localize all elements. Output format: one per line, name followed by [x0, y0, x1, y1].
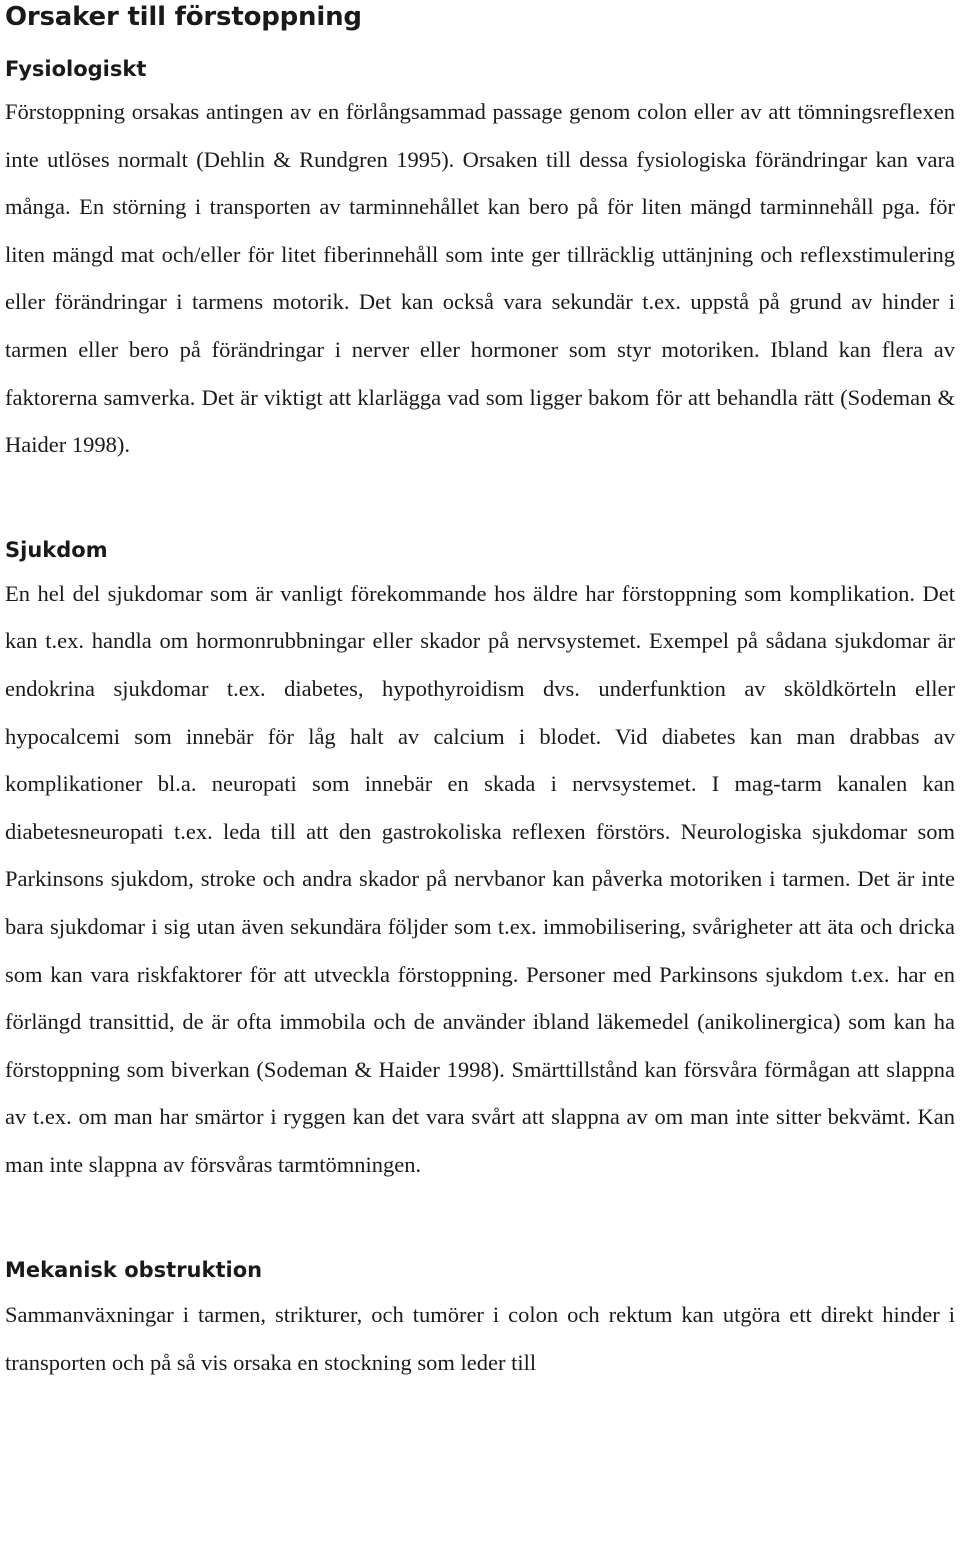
page-title: Orsaker till förstoppning: [5, 2, 362, 32]
section-body-fysiologiskt: Förstoppning orsakas antingen av en förlångsammad passage genom colon eller av att tömningsreflexen inte utlöses normalt (Dehlin & Rundgren 1995). Orsaken till dessa fysiologiska förändringar kan vara många. En störning i transporten av tarminnehållet kan bero på för liten mängd tarminnehåll pga. för liten mängd mat och/eller för litet fiberinnehåll som inte ger tillräcklig uttänjning och reflexstimulering eller förändringar i tarmens motorik. Det kan också vara sekundär t.ex. uppstå på grund av hinder i tarmen eller bero på förändringar i nerver eller hormoner som styr motoriken. Ibland kan flera av faktorerna samverka. Det är viktigt att klarlägga vad som ligger bakom för att behandla rätt (Sodeman & Haider 1998).: [5, 99, 955, 458]
section-heading-fysiologiskt: Fysiologiskt: [5, 57, 147, 81]
section-body-mekanisk-obstruktion: Sammanväxningar i tarmen, strikturer, och tumörer i colon och rektum kan utgöra ett direkt hinder i transporten och på så vis orsaka en stockning som leder till: [5, 1302, 955, 1376]
section-heading-sjukdom: Sjukdom: [5, 537, 108, 562]
section-heading-mekanisk-obstruktion: Mekanisk obstruktion: [5, 1258, 263, 1283]
section-body-sjukdom: En hel del sjukdomar som är vanligt förekommande hos äldre har förstoppning som komplikation. Det kan t.ex. handla om hormonrubbningar eller skador på nervsystemet. Exempel på sådana sjukdomar är endokrina sjukdomar t.ex. diabetes, hypothyroidism dvs. underfunktion av sköldkörteln eller hypocalcemi som innebär för låg halt av calcium i blodet. Vid diabetes kan man drabbas av komplikationer bl.a. neuropati som innebär en skada i nervsystemet. I mag-tarm kanalen kan diabetesneuropati t.ex. leda till att den gastrokoliska reflexen förstörs. Neurologiska sjukdomar som Parkinsons sjukdom, stroke och andra skador på nervbanor kan påverka motoriken i tarmen. Det är inte bara sjukdomar i sig utan även sekundära följder som t.ex. immobilisering, svårigheter att äta och dricka som kan vara riskfaktorer för att utveckla förstoppning. Personer med Parkinsons sjukdom t.ex. har en förlängd transittid, de är ofta immobila och de använder ibland läkemedel (anikolinergica) som kan ha förstoppning som biverkan (Sodeman & Haider 1998). Smärttillstånd kan försvåra förmågan att slappna av t.ex. om man har smärtor i ryggen kan det vara svårt att slappna av om man inte sitter bekvämt. Kan man inte slappna av försvåras tarmtömningen.: [5, 580, 955, 1177]
document-page: [5, 0, 955, 1387]
